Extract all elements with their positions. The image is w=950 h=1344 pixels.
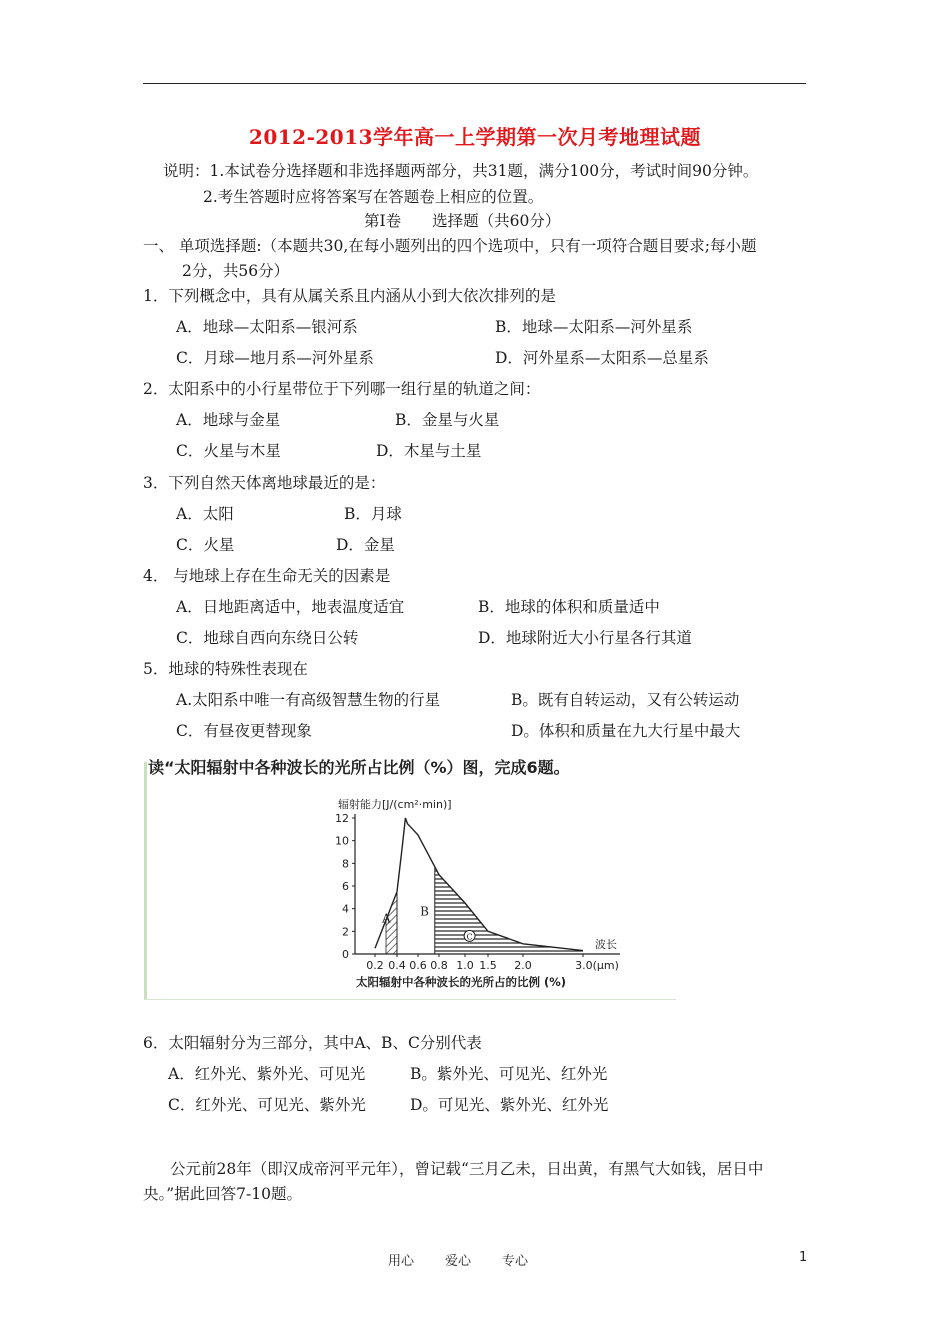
x-tick-label: 0.4	[388, 959, 406, 972]
question-3-stem: 3．下列自然天体离地球最近的是：	[143, 474, 386, 492]
x-tick-label: 1.5	[479, 959, 497, 972]
y-tick-label: 0	[342, 948, 349, 961]
chart-bottom-caption: 太阳辐射中各种波长的光所占的比例 (%)	[356, 975, 567, 989]
question-1-option-a: A．地球—太阳系—银河系	[176, 318, 358, 336]
y-tick-label: 12	[335, 812, 349, 825]
question-1-option-d: D．河外星系—太阳系—总星系	[495, 349, 709, 367]
question-4-option-d: D．地球附近大小行星各行其道	[478, 629, 692, 647]
instructions-line-2: 2.考生答题时应将答案写在答题卷上相应的位置。	[203, 188, 544, 206]
passage-line-2: 央。”据此回答7-10题。	[143, 1185, 302, 1203]
instructions-line-1: 说明：1.本试卷分选择题和非选择题两部分，共31题，满分100分，考试时间90分钟。	[163, 162, 759, 180]
solar-radiation-chart	[320, 786, 640, 991]
question-6-option-b: B。紫外光、可见光、红外光	[410, 1065, 608, 1083]
region-c-label: C	[466, 932, 473, 942]
question-3-option-c: C．火星	[176, 536, 235, 554]
question-1-option-c: C．月球—地月系—河外星系	[176, 349, 374, 367]
region-a-label: A	[382, 911, 391, 926]
question-1-option-b: B．地球—太阳系—河外星系	[495, 318, 693, 336]
x-tick-label: 3.0(μm)	[575, 959, 619, 972]
question-6-option-d: D。可见光、紫外光、红外光	[410, 1096, 609, 1114]
x-tick-label: 2.0	[514, 959, 532, 972]
part1-intro-line-1: 一、 单项选择题:（本题共30,在每小题列出的四个选项中，只有一项符合题目要求;每小题	[143, 237, 757, 255]
x-tick-label: 0.8	[430, 959, 448, 972]
question-2-option-b: B．金星与火星	[395, 411, 500, 429]
question-4-option-b: B．地球的体积和质量适中	[478, 598, 660, 616]
question-3-option-d: D．金星	[336, 536, 395, 554]
y-tick-label: 2	[342, 925, 349, 939]
x-tick-label: 0.2	[366, 959, 384, 972]
page-title: 2012-2013学年高一上学期第一次月考地理试题	[248, 125, 702, 149]
question-2-option-c: C．火星与木星	[176, 442, 281, 460]
footer-text-1: 用心	[388, 1254, 415, 1269]
figure-left-bar	[144, 762, 147, 1000]
footer-text-3: 专心	[502, 1254, 529, 1269]
y-tick-label: 6	[342, 880, 349, 893]
y-axis-label: 辐射能力[J/(cm²·min)]	[338, 798, 452, 811]
page-number: 1	[799, 1250, 808, 1265]
passage-line-1: 公元前28年（即汉成帝河平元年），曾记载“三月乙未，日出黄，有黑气大如钱，居日中	[170, 1160, 764, 1178]
question-2-stem: 2．太阳系中的小行星带位于下列哪一组行星的轨道之间：	[143, 380, 541, 398]
question-6-option-c: C．红外光、可见光、紫外光	[168, 1096, 366, 1114]
question-5-stem: 5．地球的特殊性表现在	[143, 660, 308, 678]
question-2-option-d: D．木星与土星	[376, 442, 482, 460]
question-5-option-c: C．有昼夜更替现象	[176, 722, 312, 740]
question-2-option-a: A．地球与金星	[176, 411, 281, 429]
part1-intro-line-2: 2分，共56分）	[182, 262, 290, 280]
region-c-fill	[435, 867, 583, 954]
chart-labels	[335, 797, 619, 989]
footer-text-2: 爱心	[445, 1254, 472, 1269]
section-heading: 第Ⅰ卷 选择题（共60分）	[364, 212, 561, 230]
question-5-option-b: B。既有自转运动，又有公转运动	[511, 691, 740, 709]
figure-bottom-rule	[144, 999, 676, 1000]
region-b-label: B	[420, 904, 429, 919]
question-4-option-a: A．日地距离适中，地表温度适宜	[176, 598, 405, 616]
y-tick-label: 8	[342, 857, 349, 871]
question-6-option-a: A．红外光、紫外光、可见光	[168, 1065, 366, 1083]
figure-caption: 读“太阳辐射中各种波长的光所占比例（%）图，完成6题。	[148, 758, 570, 777]
y-tick-label: 10	[335, 834, 349, 848]
question-6-stem: 6．太阳辐射分为三部分，其中A、B、C分别代表	[143, 1034, 482, 1052]
question-4-option-c: C．地球自西向东绕日公转	[176, 629, 359, 647]
question-3-option-b: B．月球	[344, 505, 402, 523]
x-axis-label: 波长	[595, 938, 617, 951]
x-tick-label: 1.0	[456, 959, 474, 972]
question-1-stem: 1．下列概念中，具有从属关系且内涵从小到大依次排列的是	[143, 287, 556, 305]
chart-fills	[386, 867, 583, 954]
x-tick-label: 0.6	[409, 959, 427, 972]
question-3-option-a: A．太阳	[176, 505, 234, 523]
y-tick-label: 4	[342, 902, 349, 916]
question-5-option-d: D。体积和质量在九大行星中最大	[511, 722, 741, 740]
header-rule	[143, 83, 806, 84]
question-5-option-a: A.太阳系中唯一有高级智慧生物的行星	[176, 691, 441, 709]
question-4-stem: 4． 与地球上存在生命无关的因素是	[143, 567, 391, 585]
